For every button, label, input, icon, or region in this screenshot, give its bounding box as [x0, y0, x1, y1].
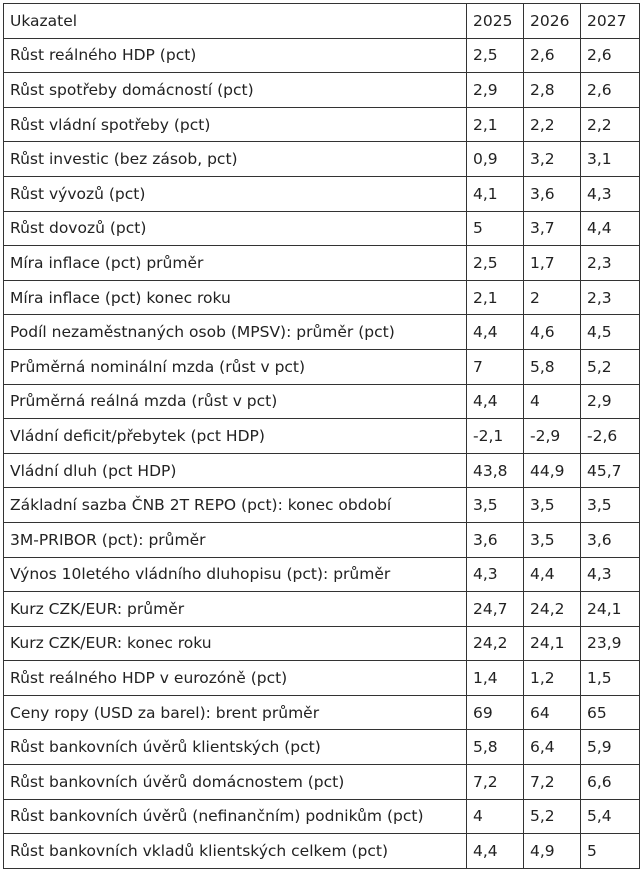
row-value: 4,3 — [581, 176, 640, 211]
row-value: 5,2 — [581, 349, 640, 384]
table-row — [4, 280, 640, 315]
row-value: -2,9 — [524, 419, 581, 454]
row-value: 2,2 — [581, 107, 640, 142]
forecast-table — [3, 3, 640, 869]
row-value: 5 — [581, 834, 640, 869]
row-label: Průměrná reálná mzda (růst v pct) — [4, 384, 467, 419]
row-value: 3,5 — [524, 522, 581, 557]
row-label: Růst vládní spotřeby (pct) — [4, 107, 467, 142]
row-value: 0,9 — [467, 142, 524, 177]
row-value: 2,2 — [524, 107, 581, 142]
row-value: 5,8 — [524, 349, 581, 384]
header-year: 2027 — [581, 4, 640, 39]
row-value: 4,1 — [467, 176, 524, 211]
row-value: 2,6 — [524, 38, 581, 73]
row-label: Výnos 10letého vládního dluhopisu (pct): průměr — [4, 557, 467, 592]
row-value: 3,5 — [581, 488, 640, 523]
row-value: 4,4 — [467, 384, 524, 419]
row-label: 3M-PRIBOR (pct): průměr — [4, 522, 467, 557]
row-value: 2,5 — [467, 38, 524, 73]
table-row — [4, 419, 640, 454]
row-value: 4,3 — [581, 557, 640, 592]
row-value: 3,1 — [581, 142, 640, 177]
row-value: 23,9 — [581, 626, 640, 661]
row-value: 2,3 — [581, 246, 640, 281]
row-value: 4,4 — [467, 834, 524, 869]
table-row — [4, 38, 640, 73]
row-value: 24,1 — [581, 592, 640, 627]
table-row — [4, 384, 640, 419]
row-label: Růst bankovních úvěrů (nefinančním) podnikům (pct) — [4, 799, 467, 834]
row-label: Růst reálného HDP (pct) — [4, 38, 467, 73]
row-label: Ceny ropy (USD za barel): brent průměr — [4, 695, 467, 730]
row-value: 24,7 — [467, 592, 524, 627]
row-value: 5,9 — [581, 730, 640, 765]
row-value: -2,1 — [467, 419, 524, 454]
row-value: 24,2 — [524, 592, 581, 627]
table-row — [4, 142, 640, 177]
row-value: 24,2 — [467, 626, 524, 661]
row-label: Růst bankovních úvěrů domácnostem (pct) — [4, 765, 467, 800]
row-value: 2,1 — [467, 107, 524, 142]
row-label: Růst investic (bez zásob, pct) — [4, 142, 467, 177]
row-label: Vládní deficit/přebytek (pct HDP) — [4, 419, 467, 454]
row-label: Míra inflace (pct) konec roku — [4, 280, 467, 315]
table-row — [4, 557, 640, 592]
header-year: 2025 — [467, 4, 524, 39]
row-label: Růst dovozů (pct) — [4, 211, 467, 246]
row-value: 4 — [467, 799, 524, 834]
row-value: 7,2 — [467, 765, 524, 800]
row-value: 4,6 — [524, 315, 581, 350]
row-value: 3,2 — [524, 142, 581, 177]
row-value: 3,6 — [524, 176, 581, 211]
row-value: -2,6 — [581, 419, 640, 454]
row-value: 69 — [467, 695, 524, 730]
table-row — [4, 626, 640, 661]
row-value: 24,1 — [524, 626, 581, 661]
row-label: Růst reálného HDP v eurozóně (pct) — [4, 661, 467, 696]
row-value: 4,4 — [524, 557, 581, 592]
table-row — [4, 730, 640, 765]
table-row — [4, 799, 640, 834]
header-year: 2026 — [524, 4, 581, 39]
row-value: 3,6 — [467, 522, 524, 557]
row-value: 2 — [524, 280, 581, 315]
row-value: 4,9 — [524, 834, 581, 869]
row-label: Vládní dluh (pct HDP) — [4, 453, 467, 488]
row-label: Růst bankovních vkladů klientských celkem (pct) — [4, 834, 467, 869]
table-row — [4, 488, 640, 523]
row-label: Růst bankovních úvěrů klientských (pct) — [4, 730, 467, 765]
row-label: Růst spotřeby domácností (pct) — [4, 73, 467, 108]
row-value: 2,8 — [524, 73, 581, 108]
table-row — [4, 73, 640, 108]
row-value: 45,7 — [581, 453, 640, 488]
row-label: Průměrná nominální mzda (růst v pct) — [4, 349, 467, 384]
table-row — [4, 315, 640, 350]
row-value: 4 — [524, 384, 581, 419]
table-body — [4, 38, 640, 868]
row-value: 5,8 — [467, 730, 524, 765]
row-value: 2,9 — [581, 384, 640, 419]
row-label: Podíl nezaměstnaných osob (MPSV): průměr (pct) — [4, 315, 467, 350]
table-row — [4, 592, 640, 627]
row-value: 2,6 — [581, 38, 640, 73]
table-row — [4, 211, 640, 246]
row-value: 4,5 — [581, 315, 640, 350]
table-row — [4, 522, 640, 557]
table-row — [4, 695, 640, 730]
row-value: 43,8 — [467, 453, 524, 488]
row-value: 3,6 — [581, 522, 640, 557]
row-value: 4,4 — [581, 211, 640, 246]
table-row — [4, 765, 640, 800]
row-value: 1,4 — [467, 661, 524, 696]
row-value: 44,9 — [524, 453, 581, 488]
row-value: 1,7 — [524, 246, 581, 281]
row-value: 65 — [581, 695, 640, 730]
row-value: 2,1 — [467, 280, 524, 315]
table-row — [4, 661, 640, 696]
row-value: 3,5 — [524, 488, 581, 523]
table-row — [4, 453, 640, 488]
row-value: 64 — [524, 695, 581, 730]
table-row — [4, 176, 640, 211]
header-row — [4, 4, 640, 39]
row-label: Míra inflace (pct) průměr — [4, 246, 467, 281]
row-value: 2,3 — [581, 280, 640, 315]
row-value: 2,5 — [467, 246, 524, 281]
row-value: 4,4 — [467, 315, 524, 350]
table-row — [4, 834, 640, 869]
row-value: 3,7 — [524, 211, 581, 246]
row-value: 3,5 — [467, 488, 524, 523]
row-value: 4,3 — [467, 557, 524, 592]
row-value: 1,5 — [581, 661, 640, 696]
row-value: 6,4 — [524, 730, 581, 765]
row-label: Kurz CZK/EUR: průměr — [4, 592, 467, 627]
row-value: 5,4 — [581, 799, 640, 834]
row-value: 1,2 — [524, 661, 581, 696]
row-value: 2,9 — [467, 73, 524, 108]
row-value: 7,2 — [524, 765, 581, 800]
row-value: 2,6 — [581, 73, 640, 108]
row-label: Kurz CZK/EUR: konec roku — [4, 626, 467, 661]
table-row — [4, 246, 640, 281]
row-value: 7 — [467, 349, 524, 384]
row-value: 5,2 — [524, 799, 581, 834]
row-label: Základní sazba ČNB 2T REPO (pct): konec období — [4, 488, 467, 523]
table-row — [4, 107, 640, 142]
row-value: 5 — [467, 211, 524, 246]
row-value: 6,6 — [581, 765, 640, 800]
row-label: Růst vývozů (pct) — [4, 176, 467, 211]
header-indicator: Ukazatel — [4, 4, 467, 39]
table-row — [4, 349, 640, 384]
